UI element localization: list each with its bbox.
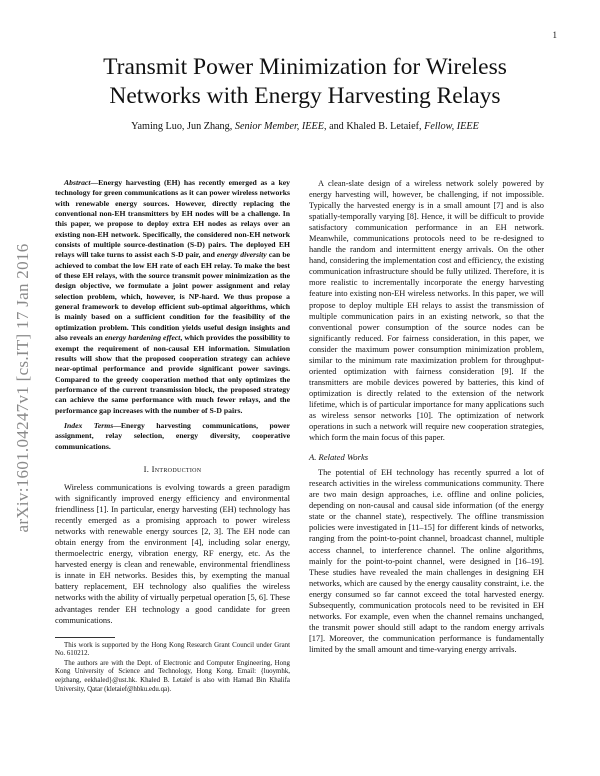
footnote-funding: This work is supported by the Hong Kong Research Grant Council under Grant No. 610212. [55,641,290,658]
author-line [60,121,550,132]
page-number: 1 [552,30,557,40]
abstract-label: Abstract [64,178,91,187]
intro-paragraph-2: A clean-slate design of a wireless network solely powered by energy harvesting will, however, be challenging, if not impossible. Typically the harvested energy is in a small amount [7] and is also spatially-temporally varying [8]. Hence, it will be difficult to provide satisfactory communication performance in an EH network. Meanwhile, communications protocols need to be re-designed to handle the random and intermittent energy arrivals. On the other hand, considering the implementation cost and efficiency, the existing communication infrastructure should be fully utilized. Therefore, it is more realistic to incrementally incorporate the energy harvesting feature into existing non-EH wireless networks. In this paper, we will propose to deploy multiple EH relays to assist the transmission of multiple communication pairs in an existing network, so that the conventional power consumption of the source nodes can be significantly reduced. For fairness consideration, in this paper, we consider the maximum power consumption minimization problem, similar to the minimum rate maximization problem for throughput-oriented optimization with fairness consideration [9]. If the transmitters are mobile devices powered by batteries, this kind of optimization is directly related to the extension of the network lifetime, which is of particular importance for many applications such as wireless sensor networks [10]. The optimization of network operations in such a network will require new cooperation strategies, which form the main focus of this paper. [309,179,544,443]
index-terms-label: Index Terms [64,420,114,430]
right-column [309,178,544,655]
section-heading-introduction: I. Introduction [143,463,202,474]
arxiv-stamp [6,178,40,598]
subsection-heading-related-works: A. Related Works [309,452,369,463]
footnote-divider [55,637,115,638]
title-line-2: Networks with Energy Harvesting Relays [109,83,501,109]
abstract-emphasis-1: energy diversity [216,250,267,260]
related-works-paragraph: The potential of EH technology has recently spurred a lot of research activities in the wireless communications community. There are two main design approaches, i.e. offline and online policies, depending on non-causal and causal side information (of the energy state or the channel state), respectively. The offline transmission policies were investigated in [11–15] for different kinds of networks, ranging from the point-to-point channel, broadcast channel, multiple access channel, to interference channel. The online algorithms, mainly for the point-to-point channel, were designed in [16–19]. These studies have revealed the main challenges in designing EH networks, which are caused by the energy causality constraint, i.e. the energy consumed so far cannot exceed the total harvested energy. Subsequently, communication protocols need to be revisited in EH networks. For example, even when the channel remains unchanged, the transmit power should still adapt to the random energy arrivals [17]. Moreover, the communication performance is fundamentally limited by the small amount and time-varying energy arrivals. [309,468,544,654]
index-terms-text: —Energy harvesting communications, power assignment, relay selection, energy diversity, cooperative communications. [55,420,290,451]
abstract [55,178,290,416]
intro-paragraph-1: Wireless communications is evolving towards a green paradigm with significantly improved energy efficiency and environmental friendliness [1]. In particular, energy harvesting (EH) technology has recently emerged as a promising approach to power wireless networks with renewable energy sources [2, 3]. The EH node can obtain energy from the environment [4], including solar energy, thermoelectric energy, vibration energy, RF energy, etc. As the harvested energy is clean and renewable, environmental friendliness is innate in EH networks. Besides this, by exempting the manual battery replacement, EH technology also qualifies the wireless networks with the ability of virtually perpetual operation [5, 6]. These advantages render EH technology a good candidate for green communications. [55,482,290,625]
author-role-1: Senior Member, IEEE [234,121,324,132]
footnote-affiliation: The authors are with the Dept. of Electronic and Computer Engineering, Hong Kong University of Science and Technology, Hong Kong. Email: {luoymhk, eejzhang, eekhaled}@ust.hk. Khaled B. Letaief is also with Hamad Bin Khalifa University, Qatar (kletaief@hbku.edu.qa). [55,659,290,693]
author-role-2: Fellow, IEEE [424,121,479,132]
author-names-1: Yaming Luo, Jun Zhang, [131,121,235,132]
paper-title [60,53,550,111]
abstract-text-2: can be achieved to combat the low EH rate of each EH relay. To make the best of these EH relays, with the source transmit power minimization as the design objective, we formulate a joint power assignment and relay selection problem, which, however, is NP-hard. We thus propose a general framework to develop efficient sub-optimal algorithms, which is mainly based on a sufficient condition for the feasibility of the optimization problem. This condition yields useful design insights and also reveals an [55,250,291,343]
arxiv-stamp-text: arXiv:1601.04247v1 [cs.IT] 17 Jan 2016 [13,243,32,533]
left-column [55,178,290,695]
abstract-text-1: —Energy harvesting (EH) has recently emerged as a key technology for green communications as it can power wireless networks with renewable energy sources. However, directly replacing the conventional non-EH transmitters by EH nodes will be a challenge. In this paper, we propose to deploy extra EH nodes as relays over an existing non-EH network. Specifically, the considered non-EH network consists of multiple source-destination (S-D) pairs. The deployed EH relays will take turns to assist each S-D pair, and [55,178,290,260]
index-terms [55,421,290,452]
abstract-emphasis-2: energy hardening effect [104,333,181,343]
abstract-text-3: , which provides the possibility to exempt the requirement of non-causal EH information. Simulation results will show that the proposed cooperation strategy can achieve near-optimal performance and provide significant power savings. Compared to the greedy cooperation method that only optimizes the performance of the current transmission block, the proposed strategy can achieve the same performance with much fewer relays, and the performance gap increases with the number of S-D pairs. [55,333,290,415]
title-line-1: Transmit Power Minimization for Wireless [103,54,507,80]
author-names-2: , and Khaled B. Letaief, [323,121,425,132]
